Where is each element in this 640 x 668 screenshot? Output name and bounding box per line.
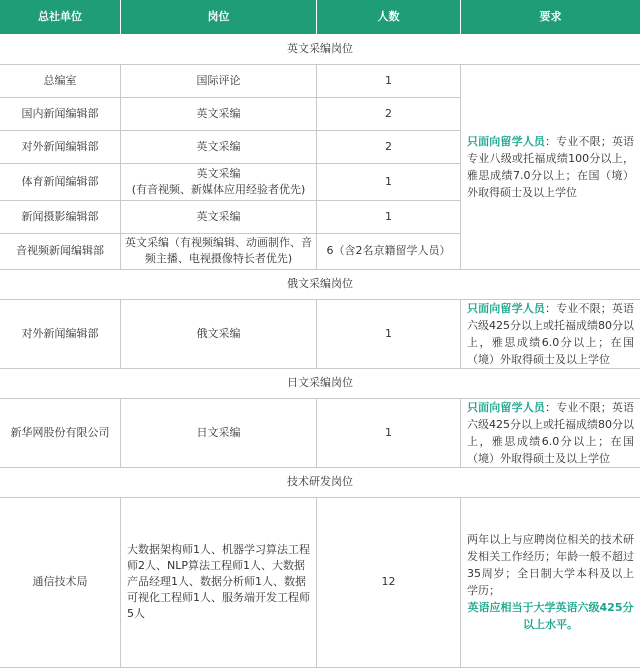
cell-count: 1: [317, 299, 461, 368]
requirement-text: ：专业不限；英语专业八级或托福成绩100分以上，雅思成绩7.0分以上；在国（境）外取得硕士及以上学位: [467, 135, 634, 199]
cell-count: 1: [317, 163, 461, 200]
table-row: [0, 398, 640, 467]
cell-position: 英文采编（有视频编辑、动画制作、音频主播、电视摄像特长者优先): [121, 233, 317, 269]
cell-unit: 新华网股份有限公司: [0, 398, 121, 467]
cell-position: 日文采编: [121, 398, 317, 467]
header-count: 人数: [317, 0, 461, 34]
requirement-highlight: 英语应相当于大学英语六级425分以上水平。: [467, 599, 634, 633]
cell-count: 6（含2名京籍留学人员）: [317, 233, 461, 269]
cell-count: 1: [317, 64, 461, 97]
cell-count: 2: [317, 97, 461, 130]
cell-count: 1: [317, 398, 461, 467]
cell-count: 1: [317, 200, 461, 233]
table-row: [0, 497, 640, 667]
cell-count: 2: [317, 130, 461, 163]
requirement-highlight: 只面向留学人员: [467, 401, 545, 414]
requirement-highlight: 只面向留学人员: [467, 302, 545, 315]
header-unit: 总社单位: [0, 0, 121, 34]
position-main: 英文采编: [125, 166, 312, 182]
section-row-japanese: [0, 368, 640, 398]
cell-unit: 体育新闻编辑部: [0, 163, 121, 200]
table-header-row: [0, 0, 640, 34]
cell-position: 英文采编: [121, 200, 317, 233]
cell-unit: 新闻摄影编辑部: [0, 200, 121, 233]
cell-position: 英文采编: [121, 130, 317, 163]
cell-position: [121, 163, 317, 200]
section-title-english: 英文采编岗位: [0, 34, 640, 64]
section-title-tech: 技术研发岗位: [0, 467, 640, 497]
requirement-highlight: 只面向留学人员: [467, 135, 545, 148]
requirement-text: ：专业不限；英语六级425分以上或托福成绩80分以上，雅思成绩6.0分以上；在国（境）外取得硕士及以上学位: [467, 401, 634, 465]
section-row-russian: [0, 269, 640, 299]
section-row-tech: [0, 467, 640, 497]
cell-position: 英文采编: [121, 97, 317, 130]
cell-position: 大数据架构师1人、机器学习算法工程师2人、NLP算法工程师1人、大数据产品经理1人、数据分析师1人、数据可视化工程师1人、服务端开发工程师5人: [121, 497, 317, 667]
requirement-english: [461, 64, 640, 269]
cell-unit: 总编室: [0, 64, 121, 97]
position-note: (有音视频、新媒体应用经验者优先): [125, 182, 312, 198]
cell-unit: 国内新闻编辑部: [0, 97, 121, 130]
cell-unit: 对外新闻编辑部: [0, 130, 121, 163]
requirement-tech: [461, 497, 640, 667]
cell-position: 国际评论: [121, 64, 317, 97]
cell-count: 12: [317, 497, 461, 667]
requirement-japanese: [461, 398, 640, 467]
requirement-russian: [461, 299, 640, 368]
header-requirement: 要求: [461, 0, 640, 34]
cell-unit: 对外新闻编辑部: [0, 299, 121, 368]
requirement-text: 两年以上与应聘岗位相关的技术研发相关工作经历；年龄一般不超过35周岁；全日制大学本科及以上学历；: [467, 533, 634, 597]
cell-unit: 通信技术局: [0, 497, 121, 667]
section-row-english: [0, 34, 640, 64]
table-row: [0, 64, 640, 97]
header-position: 岗位: [121, 0, 317, 34]
cell-position: 俄文采编: [121, 299, 317, 368]
table-row: [0, 299, 640, 368]
requirement-text: ：专业不限；英语六级425分以上或托福成绩80分以上，雅思成绩6.0分以上；在国（境）外取得硕士及以上学位: [467, 302, 634, 366]
section-title-japanese: 日文采编岗位: [0, 368, 640, 398]
cell-unit: 音视频新闻编辑部: [0, 233, 121, 269]
section-title-russian: 俄文采编岗位: [0, 269, 640, 299]
